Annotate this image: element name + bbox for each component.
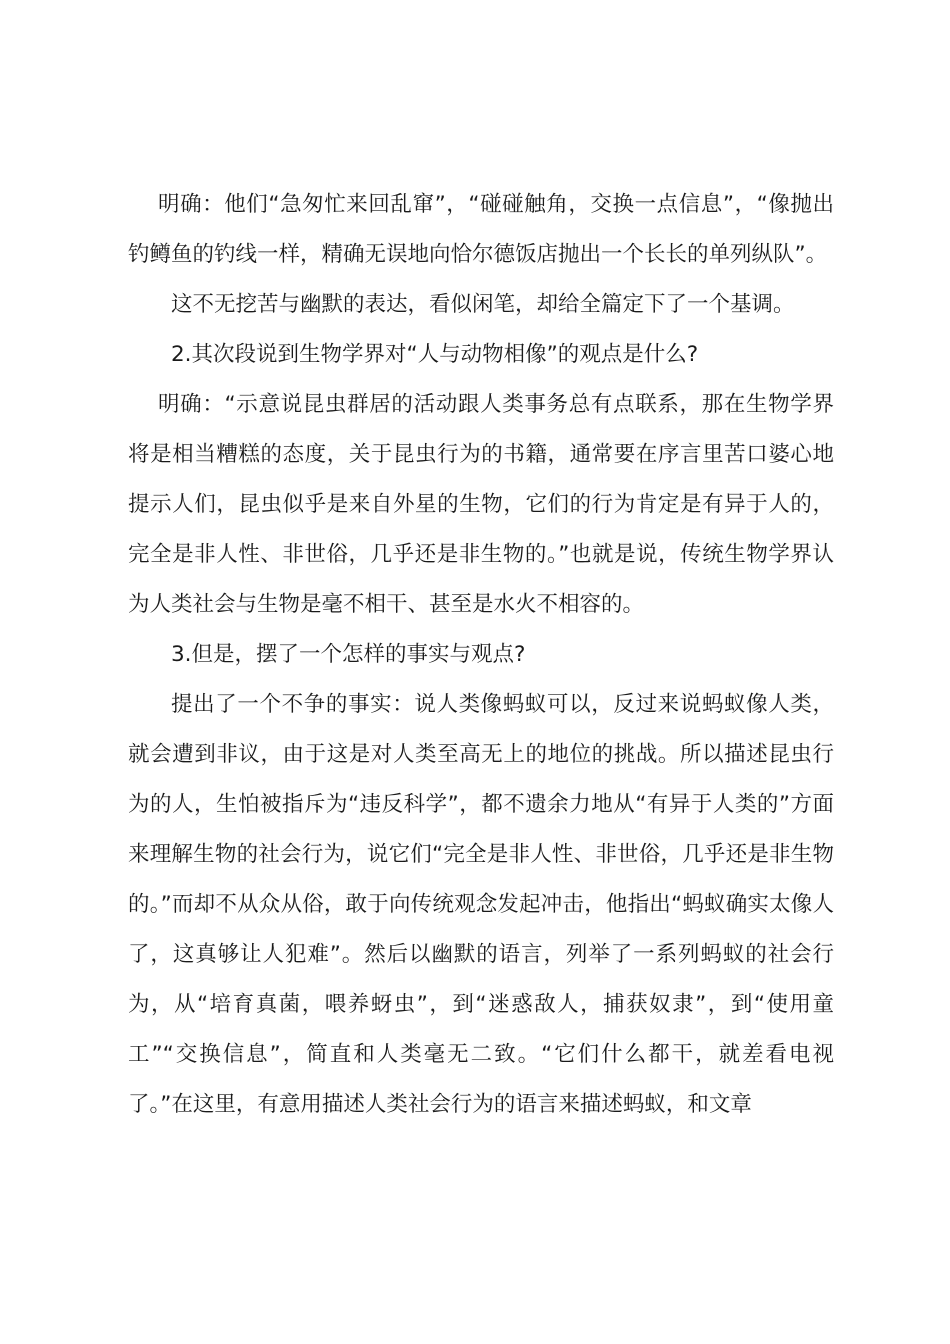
paragraph-question-2: 2.其次段说到生物学界对“人与动物相像”的观点是什么? — [171, 342, 699, 367]
paragraph-question-3: 3.但是，摆了一个怎样的事实与观点? — [171, 642, 526, 667]
paragraph-answer-1: 明确：他们“急匆忙来回乱窜”，“碰碰触角，交换一点信息”，“像抛出钓鳟鱼的钓线一样，精确无误地向恰尔德饭店抛出一个长长的单列纵队”。 — [128, 192, 834, 267]
paragraph-answer-3: 提出了一个不争的事实：说人类像蚂蚁可以，反过来说蚂蚁像人类，就会遭到非议，由于这是对人类至高无上的地位的挑战。所以描述昆虫行为的人，生怕被指斥为“违反科学”，都不遗余力地从“有异于人类的”方面来理解生物的社会行为，说它们“完全是非人性、非世俗，几乎还是非生物的。”而却不从众从俗，敢于向传统观念发起冲击，他指出“蚂蚁确实太像人了，这真够让人犯难”。然后以幽默的语言，列举了一系列蚂蚁的社会行为，从“培育真菌，喂养蚜虫”，到“迷惑敌人，捕获奴隶”，到“使用童工”“交换信息”，简直和人类毫无二致。“它们什么都干，就差看电视了。”在这里，有意用描述人类社会行为的语言来描述蚂蚁，和文章 — [128, 692, 834, 1117]
paragraph-answer-2: 明确：“示意说昆虫群居的活动跟人类事务总有点联系，那在生物学界将是相当糟糕的态度，关于昆虫行为的书籍，通常要在序言里苦口婆心地提示人们，昆虫似乎是来自外星的生物，它们的行为肯定是有异于人的，完全是非人性、非世俗，几乎还是非生物的。”也就是说，传统生物学界认为人类社会与生物是毫不相干、甚至是水火不相容的。 — [128, 392, 834, 617]
document-page — [128, 180, 834, 1130]
paragraph-comment: 这不无挖苦与幽默的表达，看似闲笔，却给全篇定下了一个基调。 — [171, 292, 795, 317]
